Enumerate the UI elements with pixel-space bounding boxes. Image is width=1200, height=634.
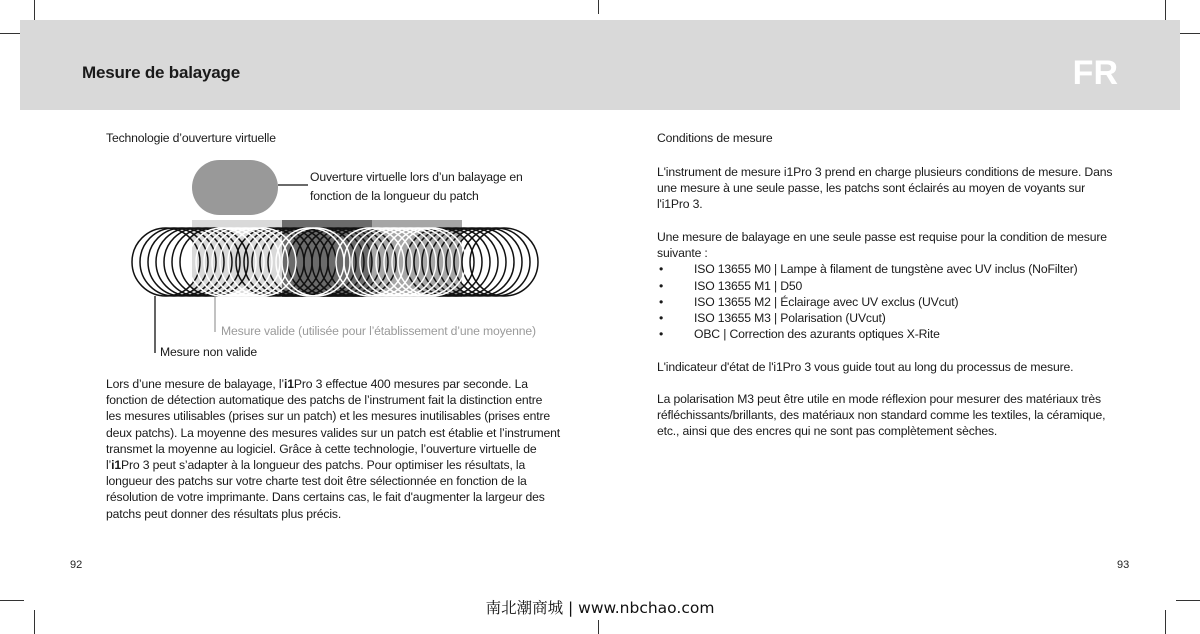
- intro-paragraph: L'instrument de mesure i1Pro 3 prend en charge plusieurs conditions de mesure. Dans une mesure à une seule passe, les patchs sont éclairés au moyen de voyants sur l'i1Pro 3.: [657, 165, 1113, 212]
- body-line: deux patchs). La moyenne des mesures valides sur un patch est établie et l’instrument: [106, 425, 561, 440]
- body-line: résolution de votre imprimante. Dans certains cas, le fait d'augmenter la largeur des: [106, 490, 545, 505]
- status-indicator-paragraph: L'indicateur d'état de l'i1Pro 3 vous guide tout au long du processus de mesure.: [657, 360, 1074, 374]
- body-line: longueur des patchs sur votre charte test doit être sélectionnée en fonction de la: [106, 474, 527, 489]
- virtual-aperture-shape: [192, 160, 278, 215]
- footer-watermark: 南北潮商城 | www.nbchao.com: [485, 599, 715, 617]
- page-title: Mesure de balayage: [82, 63, 240, 82]
- body-line: Lors d’une mesure de balayage, l’i1Pro 3 effectue 400 mesures par seconde. La: [106, 377, 528, 391]
- crop-mark: [1180, 33, 1200, 34]
- crop-mark: [1165, 0, 1166, 20]
- header-band: [20, 20, 1180, 110]
- condition-item: • ISO 13655 M0 | Lampe à filament de tungstène avec UV inclus (NoFilter): [657, 261, 1107, 277]
- crop-mark: [34, 0, 35, 20]
- virtual-aperture-diagram: [120, 150, 560, 370]
- crop-mark: [598, 0, 599, 14]
- crop-mark: [0, 33, 20, 34]
- scan-description-paragraph: [106, 376, 560, 522]
- polarisation-paragraph: La polarisation M3 peut être utile en mode réflexion pour mesurer des matériaux très réfléchissants/brillants, des matériaux non standard comme les textiles, la céramique, etc., ainsi que des encres qui ne sont pas complètement sèches.: [657, 392, 1106, 439]
- requirement-paragraph: Une mesure de balayage en une seule passe est requise pour la condition de mesure suivante : • ISO 13655 M0 | Lampe à filament de tungstène avec UV inclus (NoFilter) • ISO 13655 M1 | D50 • ISO 13655 M2 | Éclairage avec UV exclus (UVcut) • ISO 13655 M3 | Polarisation (UVcut) • OBC | Correction des azurants optiques X-Rite: [657, 229, 1107, 342]
- condition-item: • ISO 13655 M3 | Polarisation (UVcut): [657, 310, 1107, 326]
- body-line: l’i1Pro 3 peut s’adapter à la longueur des patchs. Pour optimiser les résultats, la: [106, 458, 526, 473]
- crop-mark: [598, 620, 599, 634]
- page-number-right: 93: [1117, 559, 1130, 571]
- section-heading-measurement-conditions: Conditions de mesure: [657, 131, 773, 145]
- language-tag: FR: [1072, 54, 1118, 92]
- section-heading-virtual-aperture: Technologie d’ouverture virtuelle: [106, 131, 276, 145]
- condition-item: • ISO 13655 M2 | Éclairage avec UV exclus (UVcut): [657, 294, 1107, 310]
- body-line: transmet la moyenne au logiciel. Grâce à cette technologie, l’ouverture virtuelle de: [106, 441, 537, 456]
- body-line: fonction de détection automatique des patchs de l’instrument fait la distinction entre: [106, 393, 543, 408]
- valid-measurement-label: Mesure valide (utilisée pour l’établissement d’une moyenne): [221, 324, 536, 338]
- body-line: les mesures utilisables (prises sur un patch) et les mesures inutilisables (prises entre: [106, 409, 551, 424]
- condition-item: • OBC | Correction des azurants optiques X-Rite: [657, 326, 1107, 342]
- measurement-conditions-list: [657, 261, 1107, 342]
- body-line: patchs peut donner des résultats plus précis.: [106, 506, 342, 521]
- condition-item: • ISO 13655 M1 | D50: [657, 278, 1107, 294]
- aperture-label: Ouverture virtuelle lors d’un balayage en fonction de la longueur du patch: [310, 170, 523, 204]
- invalid-measurement-label: Mesure non valide: [160, 345, 258, 359]
- page-number-left: 92: [70, 559, 83, 571]
